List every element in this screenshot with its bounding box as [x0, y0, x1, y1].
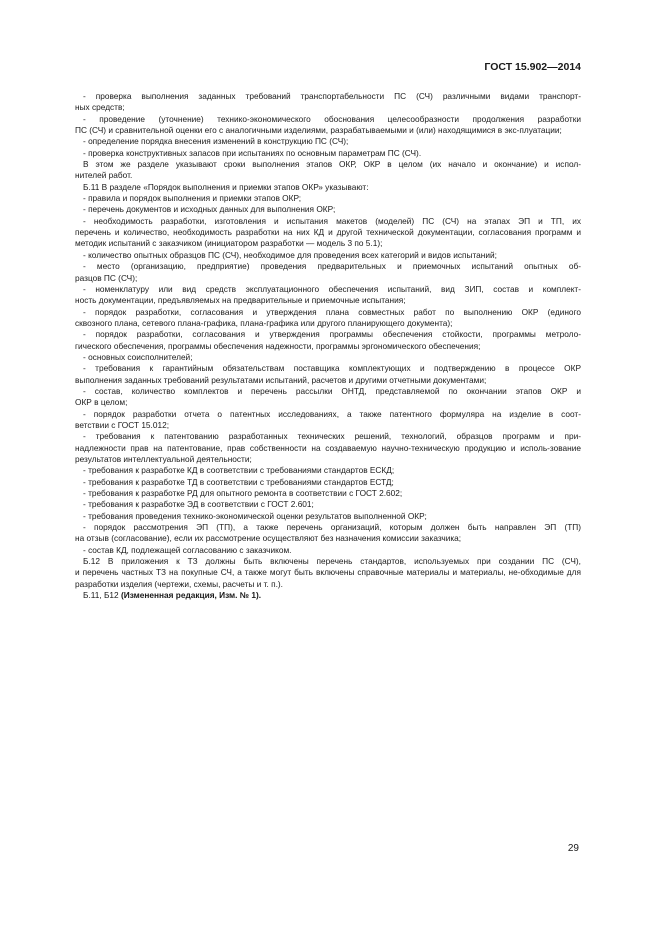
paragraph	[75, 409, 581, 432]
paragraph-first-line: - требования к разработке ТД в соответствии с требованиями стандартов ЕСТД;	[83, 476, 394, 487]
paragraph	[75, 136, 581, 147]
paragraph-first-line: В этом же разделе указывают сроки выполнения этапов ОКР, ОКР в целом (их начало и окончание) и испол-	[83, 159, 581, 170]
paragraph-continuation: нителей работ.	[75, 170, 133, 181]
paragraph-first-line: Б.12 В приложения к ТЗ должны быть включены перечень стандартов, используемых при создании ПС (СЧ),	[83, 556, 581, 567]
paragraph	[75, 329, 581, 352]
paragraph	[75, 284, 581, 307]
document-code: ГОСТ 15.902—2014	[484, 61, 581, 73]
paragraph-continuation: гического обеспечения, программы обеспечения надежности, программы эргономического обеспечения;	[75, 340, 481, 351]
paragraph-continuation: на отзыв (согласование), если их рассмотрение осуществляют без назначения комиссии заказчика;	[75, 533, 462, 544]
paragraph	[75, 193, 581, 204]
amendment-ref: Б.11, Б12	[83, 590, 119, 601]
paragraph-continuation: и перечень частных ТЗ на покупные СЧ, а также могут быть включены справочные материалы и материалы, не-обходимые для разработки изделия (чертежи, схемы, расчеты и т. п.).	[75, 567, 581, 589]
page-number: 29	[567, 843, 579, 854]
paragraph	[75, 204, 581, 215]
paragraph-first-line: - состав, количество комплектов и перечень рассылки ОНТД, представляемой по окончании этапов ОКР и	[83, 385, 581, 396]
paragraph-first-line: Б.11 В разделе «Порядок выполнения и приемки этапов ОКР» указывают:	[83, 181, 369, 192]
paragraph	[75, 352, 581, 363]
paragraph-first-line: - количество опытных образцов ПС (СЧ), необходимое для проведения всех категорий и видов испытаний;	[83, 249, 497, 260]
paragraph-first-line: - порядок рассмотрения ЭП (ТП), а также перечень организаций, которым должен быть направлен ЭП (ТП)	[83, 522, 581, 533]
paragraph-first-line: - необходимость разработки, изготовления и испытания макетов (моделей) ПС (СЧ) на этапах ЭП и ТП, их	[83, 215, 581, 226]
paragraph	[75, 148, 581, 159]
paragraph-first-line: - место (организацию, предприятие) проведения предварительных и приемочных испытаний опытных об-	[83, 261, 581, 272]
paragraph-first-line: - порядок разработки отчета о патентных исследованиях, а также патентного формуляра на изделие в соот-	[83, 408, 581, 419]
amendment-note	[75, 590, 581, 601]
paragraph	[75, 431, 581, 465]
paragraph-continuation: надлежности прав на патентование, прав собственности на создаваемую научно-техническую продукцию и исполь-зование результатов интеллектуальной деятельности;	[75, 442, 581, 464]
paragraph	[75, 386, 581, 409]
paragraph-first-line: - состав КД, подлежащей согласованию с заказчиком.	[83, 544, 292, 555]
paragraph-first-line: - требования к разработке РД для опытного ремонта в соответствии с ГОСТ 2.602;	[83, 488, 403, 499]
paragraph	[75, 182, 581, 193]
paragraph-continuation: сквозного плана, сетевого плана-графика, плана-графика или другого планирующего документа);	[75, 317, 453, 328]
paragraph-first-line: - порядок разработки, согласования и утверждения программы обеспечения стойкости, программы метроло-	[83, 329, 581, 340]
paragraph-first-line: - требования проведения технико-экономической оценки результатов выполненной ОКР;	[83, 510, 427, 521]
paragraph-first-line: - требования к гарантийным обязательствам поставщика комплектующих и подтверждению в процессе ОКР	[83, 363, 581, 374]
paragraph-first-line: - проведение (уточнение) технико-экономического обоснования целесообразности продолжения разработки	[83, 113, 581, 124]
paragraph-first-line: - номенклатуру или вид средств эксплуатационного обеспечения испытаний, вид ЗИП, состав и комплект-	[83, 283, 581, 294]
paragraph	[75, 250, 581, 261]
paragraph-first-line: - требования к разработке КД в соответствии с требованиями стандартов ЕСКД;	[83, 465, 395, 476]
paragraph-first-line: - порядок разработки, согласования и утверждения плана совместных работ по выполнению ОКР (единого	[83, 306, 581, 317]
paragraph-continuation: перечень и количество, необходимость разработки на них КД и другой технической документации, согласования программ и методик испытаний с заказчиком (инициатором разработки — модель 3 по 5.1);	[75, 227, 581, 249]
paragraph	[75, 114, 581, 137]
paragraph	[75, 363, 581, 386]
paragraph	[75, 465, 581, 476]
paragraph	[75, 488, 581, 499]
paragraph-continuation: ных средств;	[75, 102, 125, 113]
document-body	[75, 91, 581, 601]
paragraph-continuation: выполнения заданных требований результатами испытаний, расчетов и другими отчетными документами;	[75, 374, 487, 385]
paragraph-continuation: ПС (СЧ) и сравнительной оценки его с аналогичными изделиями, разрабатываемыми и (или) находящимися в экс-плуатации;	[75, 125, 562, 136]
paragraph	[75, 477, 581, 488]
paragraph	[75, 216, 581, 250]
paragraph-first-line: - основных соисполнителей;	[83, 351, 193, 362]
paragraph-continuation: разцов ПС (СЧ);	[75, 272, 138, 283]
paragraph	[75, 511, 581, 522]
amendment-text: (Измененная редакция, Изм. № 1).	[120, 590, 262, 601]
paragraph	[75, 545, 581, 556]
paragraph-continuation: ветствии с ГОСТ 15.012;	[75, 419, 169, 430]
paragraph-continuation: ность документации, предъявляемых на предварительные и приемочные испытания;	[75, 295, 406, 306]
paragraph-first-line: - проверка выполнения заданных требований транспортабельности ПС (СЧ) различными видами транспорт-	[83, 91, 581, 101]
paragraph-first-line: - проверка конструктивных запасов при испытаниях по основным параметрам ПС (СЧ).	[83, 147, 422, 158]
paragraph	[75, 556, 581, 590]
paragraph	[75, 307, 581, 330]
paragraph	[75, 261, 581, 284]
paragraph-first-line: - требования к разработке ЭД в соответствии с ГОСТ 2.601;	[83, 499, 314, 510]
paragraph-first-line: - перечень документов и исходных данных для выполнения ОКР;	[83, 204, 336, 215]
paragraph-continuation: ОКР в целом;	[75, 397, 128, 408]
paragraph	[75, 91, 581, 114]
paragraph	[75, 159, 581, 182]
paragraph	[75, 499, 581, 510]
paragraph	[75, 522, 581, 545]
paragraph-first-line: - правила и порядок выполнения и приемки этапов ОКР;	[83, 193, 302, 204]
paragraph-first-line: - требования к патентованию разработанных технических решений, технологий, образцов программ и при-	[83, 431, 581, 442]
paragraph-first-line: - определение порядка внесения изменений в конструкцию ПС (СЧ);	[83, 136, 349, 147]
